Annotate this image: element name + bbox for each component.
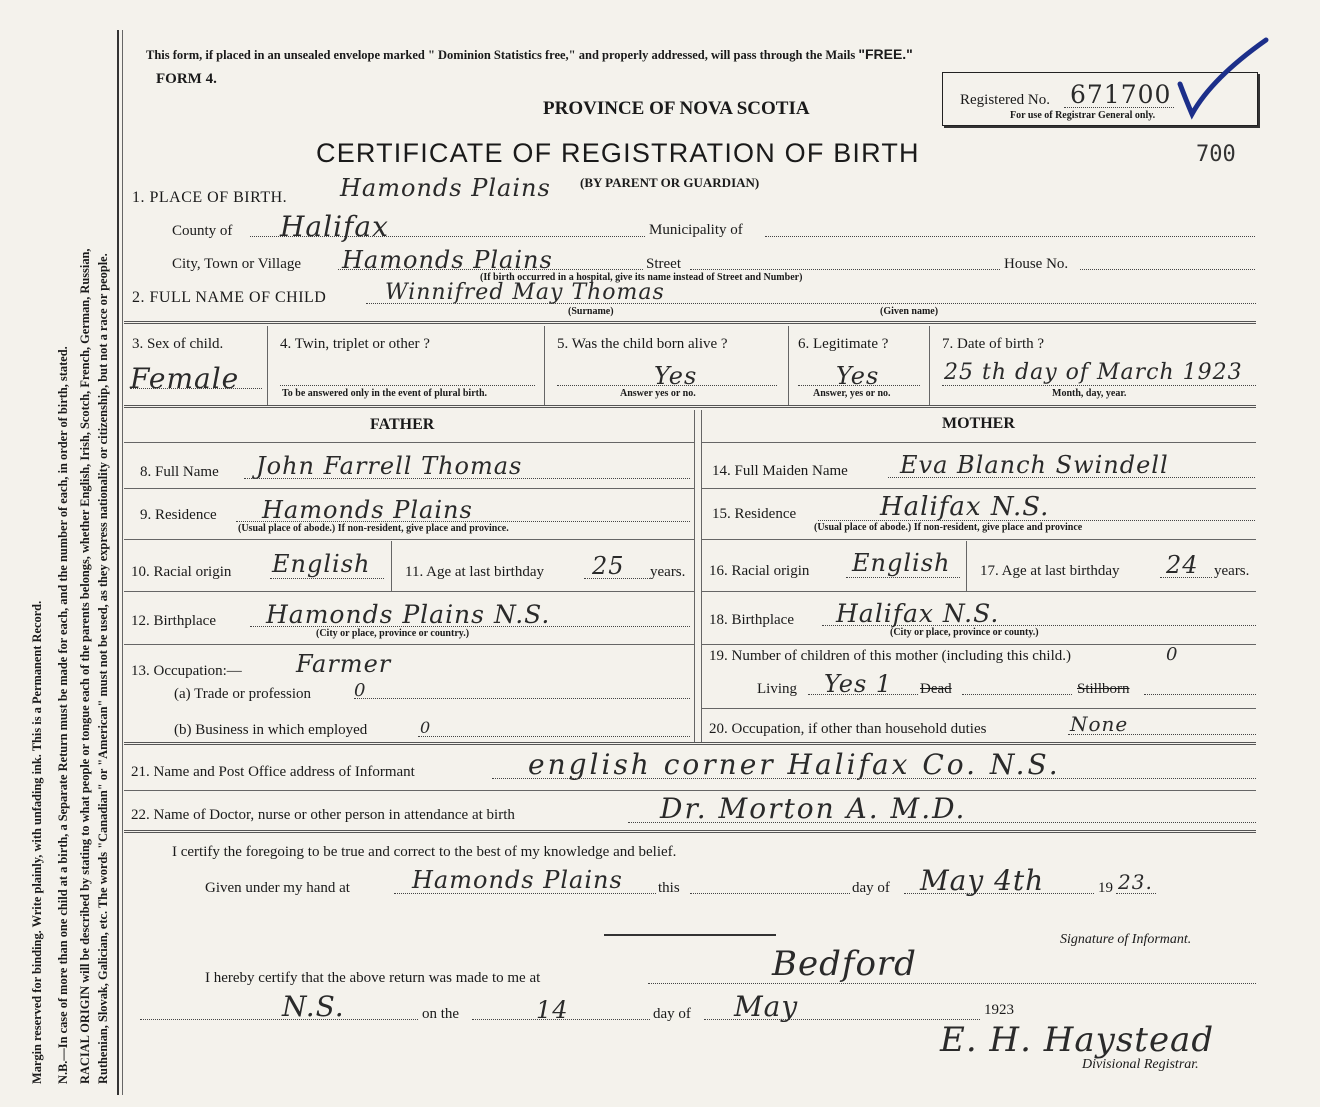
- father-age-label: 11. Age at last birthday: [405, 564, 544, 580]
- mother-name-value: Eva Blanch Swindell: [900, 451, 1169, 479]
- mother-residence-value: Halifax N.S.: [880, 492, 1050, 522]
- hospital-note: (If birth occurred in a hospital, give its name instead of Street and Number): [480, 272, 803, 283]
- stillborn-label: Stillborn: [1077, 681, 1130, 697]
- doctor-value: Dr. Morton A. M.D.: [660, 792, 967, 825]
- municipality-label: Municipality of: [649, 222, 743, 238]
- born-alive-note: Answer yes or no.: [620, 388, 696, 399]
- surname-note: (Surname): [568, 306, 614, 317]
- city-label: City, Town or Village: [172, 256, 302, 272]
- father-trade-value: 0: [354, 680, 367, 701]
- this-label: this: [658, 880, 680, 896]
- year-prefix: 19: [1098, 880, 1113, 896]
- margin-note-3: RACIAL ORIGIN will be described by stating to what people or tongue each of the parents belongs, whether English, Irish, Scotch, French, German, Russian,: [78, 248, 92, 1084]
- living-value: Yes 1: [824, 670, 893, 698]
- mother-racial-value: English: [852, 549, 951, 577]
- informant-signature-line: [604, 934, 776, 936]
- legitimate-label: 6. Legitimate ?: [798, 336, 889, 352]
- mail-note: This form, if placed in an unsealed envelope marked " Dominion Statistics free," and properly addressed, will pass through the Mails "FREE.": [146, 46, 913, 62]
- mother-residence-label: 15. Residence: [712, 506, 797, 522]
- given-name-note: (Given name): [880, 306, 939, 317]
- father-business-value: 0: [420, 718, 432, 737]
- father-residence-note: (Usual place of abode.) If non-resident, give place and province.: [238, 523, 509, 534]
- stamp-number: 700: [1196, 142, 1236, 167]
- doctor-label: 22. Name of Doctor, nurse or other person in attendance at birth: [131, 807, 515, 823]
- informant-label: 21. Name and Post Office address of Informant: [131, 764, 415, 780]
- registered-label: Registered No.: [960, 92, 1050, 108]
- father-birthplace-label: 12. Birthplace: [131, 613, 216, 629]
- given-date: May 4th: [920, 864, 1045, 897]
- city-value: Hamonds Plains: [342, 246, 553, 274]
- mother-name-label: 14. Full Maiden Name: [712, 463, 848, 479]
- form-number: FORM 4.: [156, 71, 217, 87]
- given-year: 23.: [1118, 870, 1153, 894]
- father-name-label: 8. Full Name: [140, 464, 219, 480]
- place-of-birth-value: Hamonds Plains: [340, 174, 551, 202]
- father-birthplace-value: Hamonds Plains N.S.: [266, 600, 551, 629]
- father-age-value: 25: [592, 552, 625, 580]
- informant-signature-label: Signature of Informant.: [1060, 932, 1192, 947]
- registered-number: 671700: [1070, 80, 1172, 109]
- date-of-birth-label: 7. Date of birth ?: [942, 336, 1045, 352]
- born-alive-label: 5. Was the child born alive ?: [557, 336, 728, 352]
- twin-note: To be answered only in the event of plural birth.: [282, 388, 488, 399]
- margin-note-1: Margin reserved for binding. Write plainly, with unfading ink. This is a Permanent Record.: [30, 600, 44, 1084]
- living-label: Living: [757, 681, 797, 697]
- sex-label: 3. Sex of child.: [132, 336, 224, 352]
- county-label: County of: [172, 223, 233, 239]
- legitimate-note: Answer, yes or no.: [813, 388, 891, 399]
- mother-occupation-value: None: [1070, 712, 1129, 736]
- margin-rule-inner: [122, 30, 123, 1095]
- father-racial-value: English: [272, 550, 371, 578]
- father-residence-value: Hamonds Plains: [262, 496, 473, 524]
- father-residence-label: 9. Residence: [140, 507, 217, 523]
- margin-note-2: N.B.—In case of more than one child at a birth, a Separate Return must be made for each, and the number of each, in order of birth, stated.: [56, 346, 70, 1084]
- margin-rule: [117, 30, 119, 1095]
- certificate-subtitle: (BY PARENT OR GUARDIAN): [580, 175, 760, 190]
- registrar-signature: E. H. Haystead: [940, 1020, 1215, 1060]
- mother-occupation-label: 20. Occupation, if other than household duties: [709, 721, 987, 737]
- father-racial-label: 10. Racial origin: [131, 564, 232, 580]
- born-alive-value: Yes: [654, 362, 698, 390]
- mother-birthplace-note: (City or place, province or county.): [890, 627, 1039, 638]
- registrar-day-of-label: day of: [653, 1006, 691, 1022]
- mother-age-value: 24: [1166, 551, 1199, 579]
- dead-label: Dead: [920, 681, 952, 697]
- day-of-label: day of: [852, 880, 890, 896]
- mother-children-label: 19. Number of children of this mother (including this child.): [709, 648, 1072, 664]
- mother-birthplace-value: Halifax N.S.: [836, 599, 1000, 628]
- full-name-value: Winnifred May Thomas: [385, 280, 665, 305]
- sex-value: Female: [130, 362, 240, 395]
- registrar-place-2: N.S.: [282, 990, 345, 1023]
- given-label: Given under my hand at: [205, 880, 350, 896]
- certificate-title: CERTIFICATE OF REGISTRATION OF BIRTH: [316, 138, 920, 168]
- street-label: Street: [646, 256, 681, 272]
- father-trade-label: (a) Trade or profession: [174, 686, 312, 702]
- registrar-day: 14: [536, 996, 569, 1024]
- mother-age-unit: years.: [1214, 563, 1250, 579]
- given-place: Hamonds Plains: [412, 866, 623, 894]
- registrar-place: Bedford: [772, 944, 917, 984]
- father-business-label: (b) Business in which employed: [174, 722, 368, 738]
- legitimate-value: Yes: [836, 362, 880, 390]
- mother-racial-label: 16. Racial origin: [709, 563, 810, 579]
- full-name-label: 2. FULL NAME OF CHILD: [132, 289, 327, 306]
- margin-note-4: Ruthenian, Slovak, Galician, etc. The words "Canadian" or "American" must not be used, as they express nationality or citizenship, but not a race or people.: [96, 253, 110, 1084]
- mother-birthplace-label: 18. Birthplace: [709, 612, 794, 628]
- mother-heading: MOTHER: [942, 415, 1015, 432]
- registrar-month: May: [734, 990, 799, 1023]
- twin-label: 4. Twin, triplet or other ?: [280, 336, 430, 352]
- registrar-signature-label: Divisional Registrar.: [1082, 1057, 1199, 1072]
- house-number-label: House No.: [1004, 256, 1069, 272]
- father-occupation-value: Farmer: [296, 650, 392, 678]
- registrar-statement: I hereby certify that the above return was made to me at: [205, 970, 541, 986]
- date-of-birth-note: Month, day, year.: [1052, 388, 1127, 399]
- informant-value: english corner Halifax Co. N.S.: [528, 748, 1061, 781]
- mother-age-label: 17. Age at last birthday: [980, 563, 1120, 579]
- place-of-birth-label: 1. PLACE OF BIRTH.: [132, 189, 288, 206]
- on-the-label: on the: [422, 1006, 460, 1022]
- father-age-unit: years.: [650, 564, 686, 580]
- father-heading: FATHER: [370, 416, 435, 433]
- father-occupation-label: 13. Occupation:—: [131, 663, 242, 679]
- checkmark-icon: [1172, 34, 1272, 120]
- mother-children-value: 0: [1166, 644, 1179, 665]
- mother-residence-note: (Usual place of abode.) If non-resident, give place and province: [814, 522, 1083, 533]
- registrar-year: 1923: [984, 1002, 1014, 1018]
- certify-statement: I certify the foregoing to be true and correct to the best of my knowledge and belief.: [172, 844, 677, 860]
- county-value: Halifax: [280, 210, 389, 243]
- registrar-note: For use of Registrar General only.: [1010, 110, 1156, 121]
- father-birthplace-note: (City or place, province or country.): [316, 628, 470, 639]
- father-name-value: John Farrell Thomas: [256, 452, 523, 480]
- binding-margin: [0, 0, 120, 1107]
- date-of-birth-value: 25 th day of March 1923: [944, 360, 1243, 385]
- province-heading: PROVINCE OF NOVA SCOTIA: [543, 98, 810, 119]
